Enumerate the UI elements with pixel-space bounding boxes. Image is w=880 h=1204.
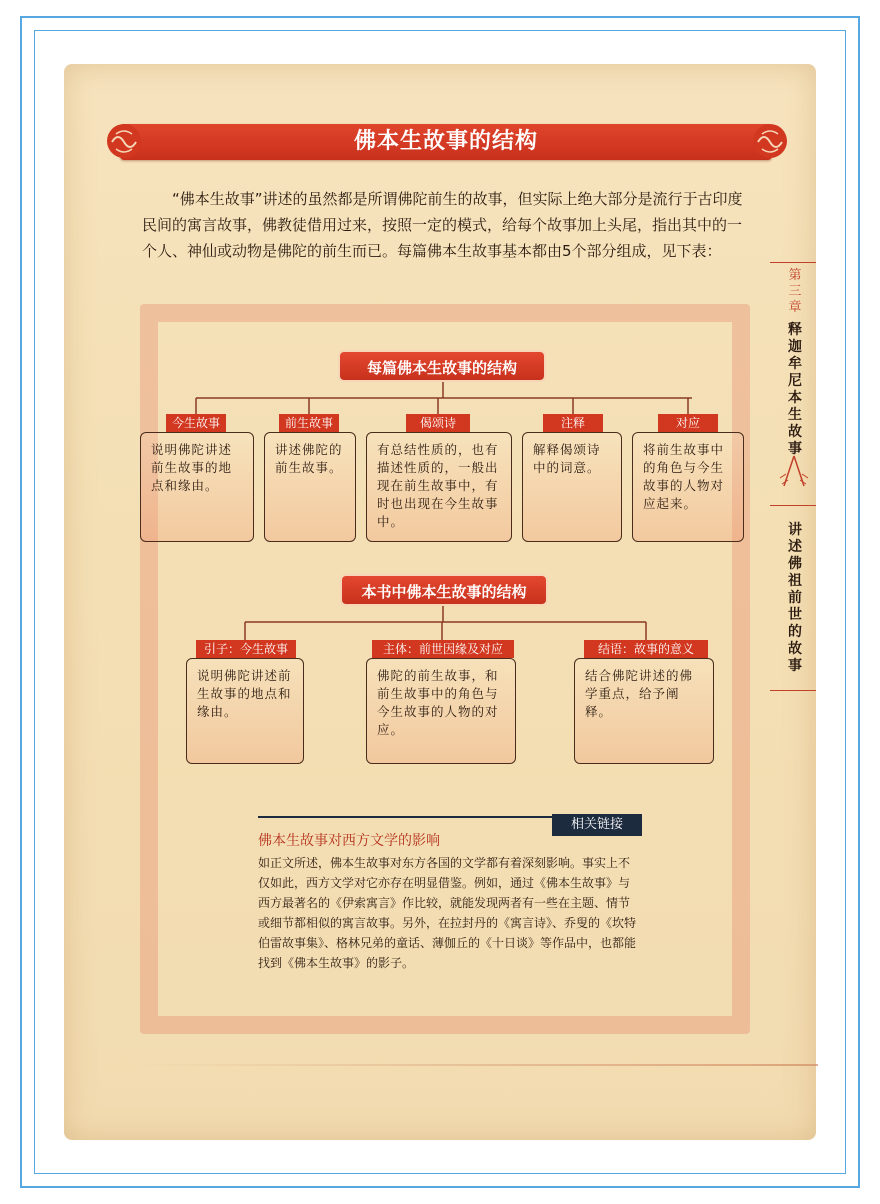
diagram2-label: 本书中佛本生故事的结构 [340,574,548,606]
diagram1-box-5: 将前生故事中的角色与今生故事的人物对应起来。 [632,432,744,542]
intro-paragraph: “佛本生故事”讲述的虽然都是所谓佛陀前生的故事，但实际上绝大部分是流行于古印度民间的寓言故事，佛教徒借用过来，按照一定的模式，给每个故事加上头尾，指出其中的一个人、神仙或动物是佛陀的前生而已。每篇佛本生故事基本都由5个部分组成，见下表： [142,190,743,260]
diagram1-label: 每篇佛本生故事的结构 [338,350,546,382]
diagram1-tag-3: 偈颂诗 [406,414,470,432]
diagram1-box-3: 有总结性质的，也有描述性质的，一般出现在前生故事中，有时也出现在今生故事中。 [366,432,512,542]
diagram1-box-1: 说明佛陀讲述前生故事的地点和缘由。 [140,432,254,542]
side-subtitle: 讲述佛祖前世的故事 [788,522,802,674]
diagram2-tag-3: 结语：故事的意义 [584,640,708,658]
diagram1-tag-1: 今生故事 [166,414,226,432]
diagram1-box-2: 讲述佛陀的前生故事。 [264,432,356,542]
diagram1-tag-4: 注释 [543,414,603,432]
side-chapter-label: 第三章 [788,268,802,315]
related-link-body: 如正文所述，佛本生故事对东方各国的文学都有着深刻影响。事实上不仅如此，西方文学对它亦存在明显借鉴。例如，通过《佛本生故事》与西方最著名的《伊索寓言》作比较，就能发现两者有一些在主题、情节或细节都相似的寓言故事。另外，在拉封丹的《寓言诗》、乔叟的《坎特伯雷故事集》、格林兄弟的童话、薄伽丘的《十日谈》等作品中，也都能找到《佛本生故事》的影子。 [258,856,637,970]
bottom-rule [140,1064,818,1066]
diagram1-box-4: 解释偈颂诗中的词意。 [522,432,622,542]
side-chapter-title: 释迦牟尼本生故事 [788,322,802,457]
diagram2-box-1: 说明佛陀讲述前生故事的地点和缘由。 [186,658,304,764]
diagram2-tag-2: 主体：前世因缘及对应 [372,640,514,658]
diagram1-tag-2: 前生故事 [279,414,339,432]
diagram1-tag-5: 对应 [658,414,718,432]
related-link-heading: 佛本生故事对西方文学的影响 [258,833,440,849]
page-title: 佛本生故事的结构 [353,129,538,154]
diagram2-box-3: 结合佛陀讲述的佛学重点，给予阐释。 [574,658,714,764]
diagram2-box-2: 佛陀的前生故事，和前生故事中的角色与今生故事的人物的对应。 [366,658,516,764]
diagram2-tag-1: 引子：今生故事 [196,640,296,658]
related-link-tag: 相关链接 [552,814,642,836]
